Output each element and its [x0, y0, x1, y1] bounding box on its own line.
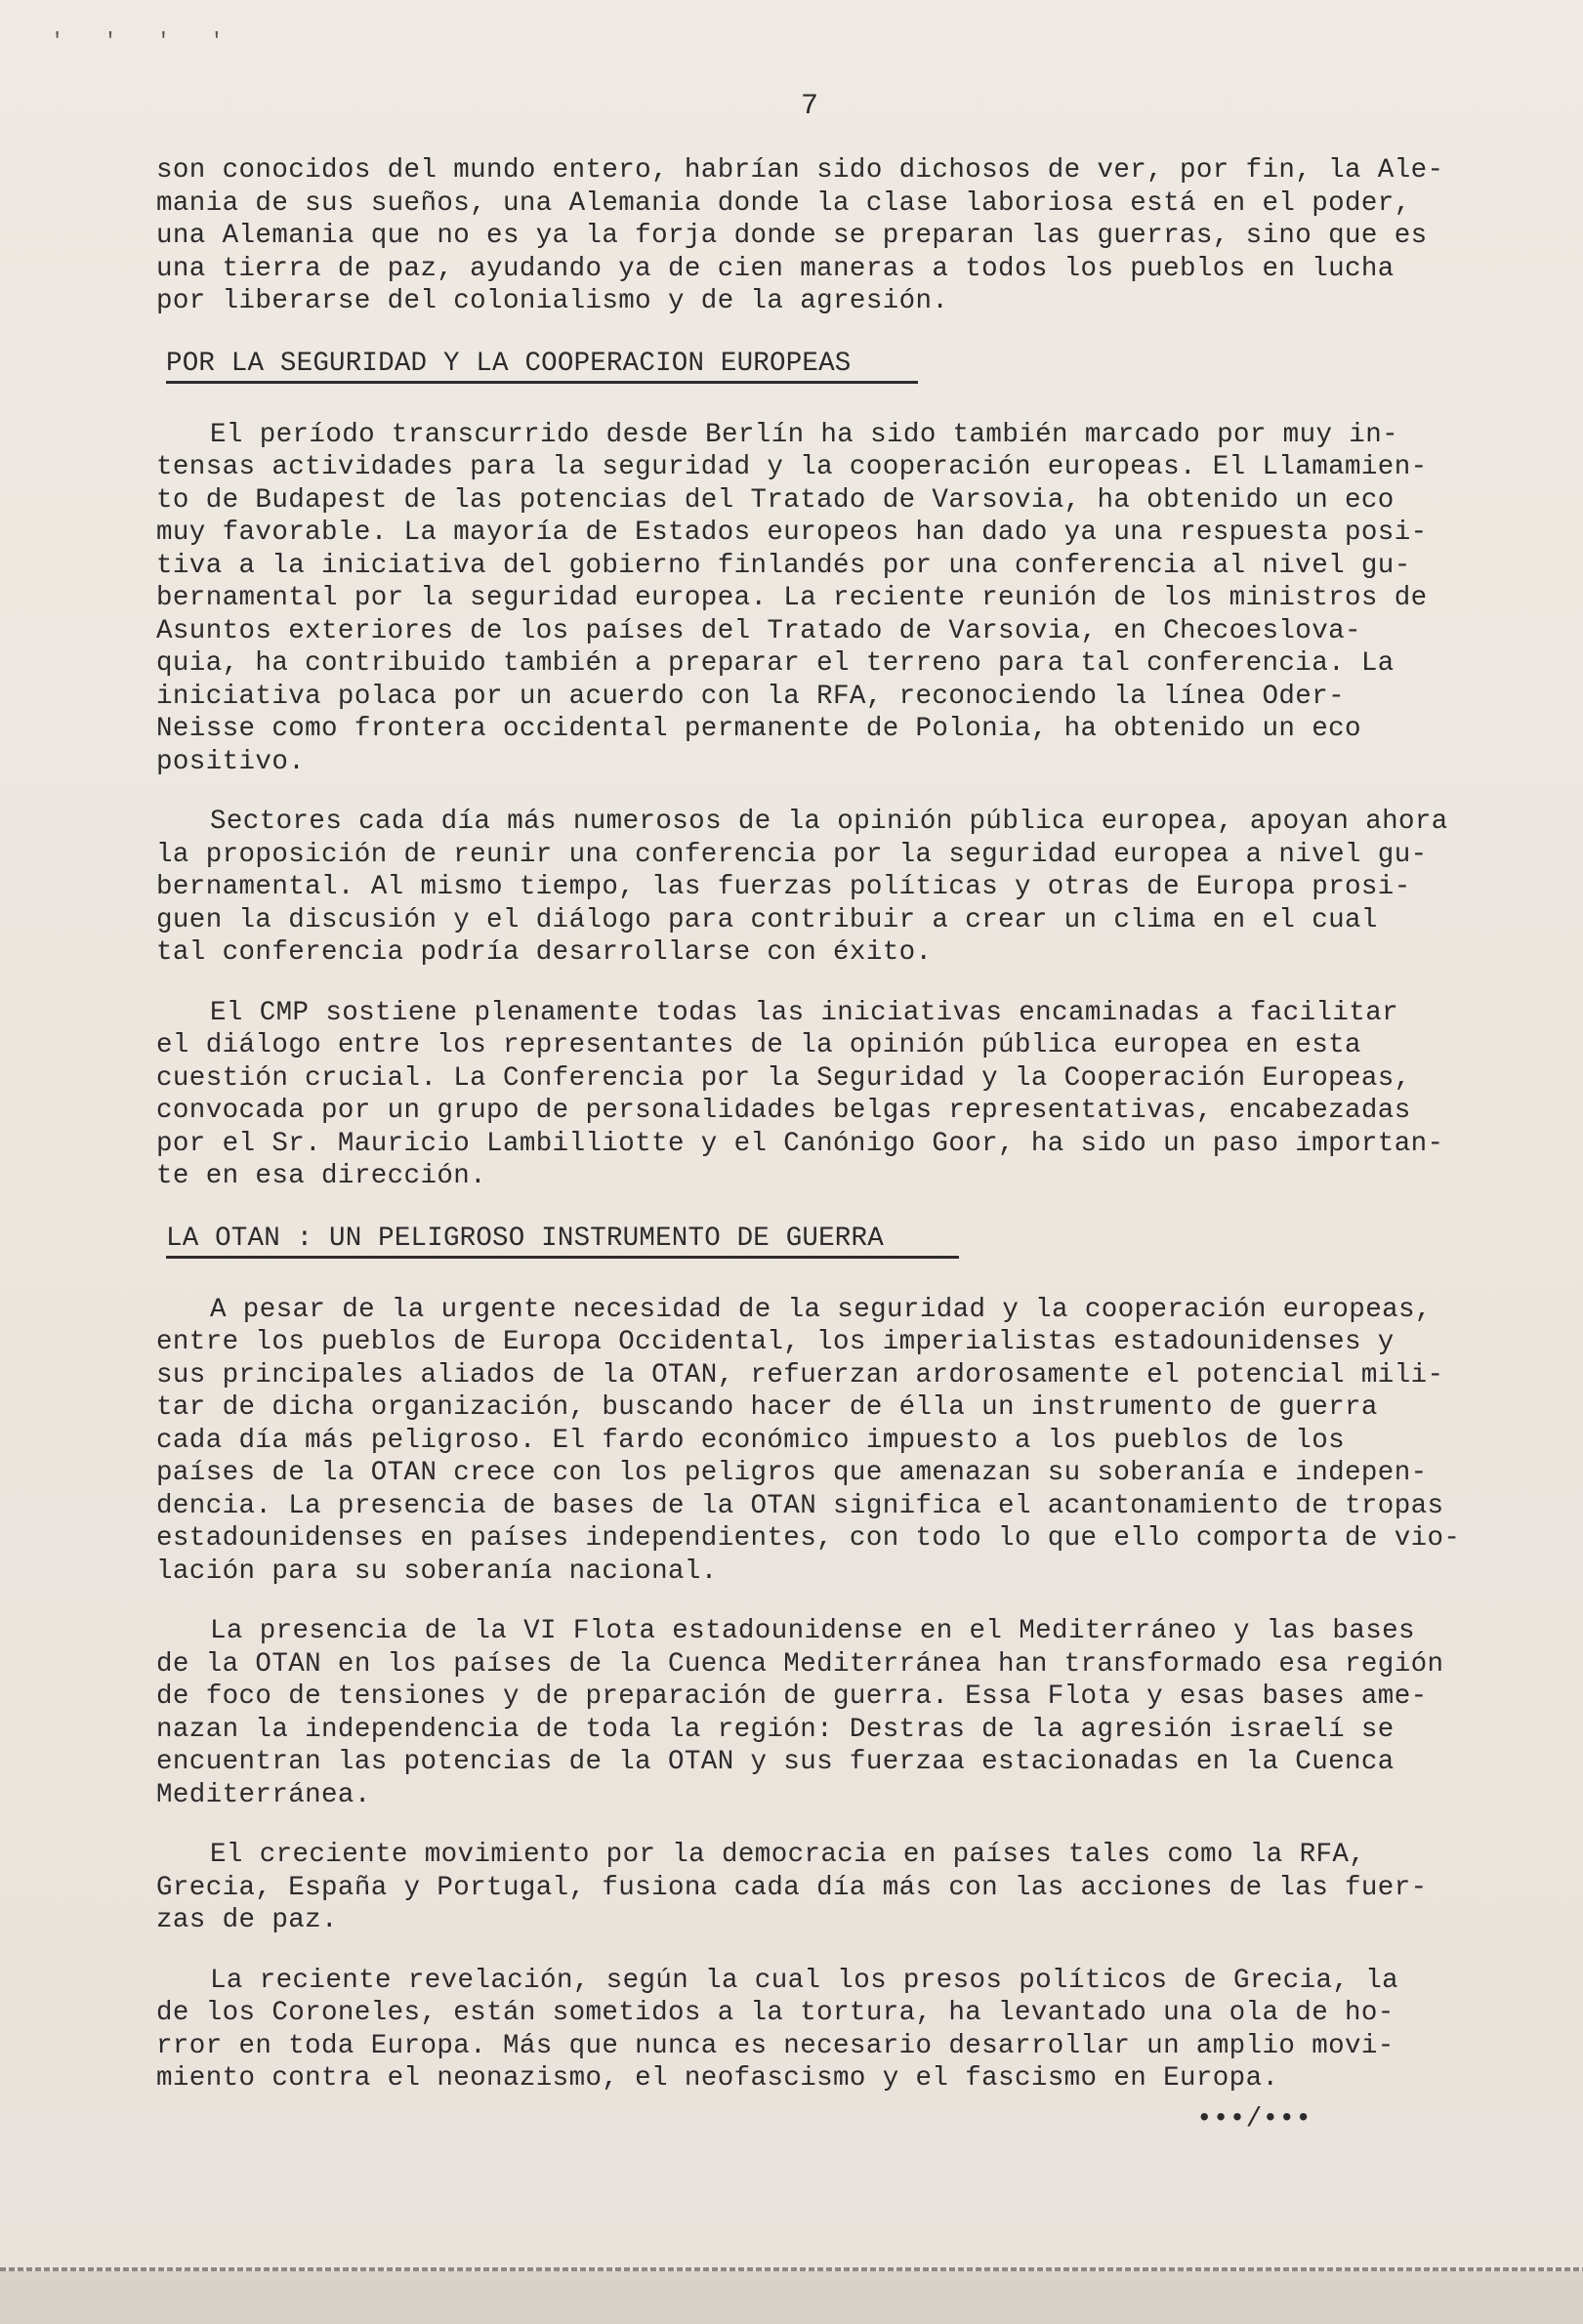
security-paragraph-3	[156, 997, 1562, 1193]
text-line: El período transcurrido desde Berlín ha sido también marcado por muy in-	[210, 419, 1398, 450]
text-line: Neisse como frontera occidental permanente de Polonia, ha obtenido un eco	[156, 714, 1361, 744]
text-line: países de la OTAN crece con los peligros que amenazan su soberanía e indepen-	[156, 1458, 1428, 1488]
text-line: estadounidenses en países independientes, con todo lo que ello comporta de vio-	[156, 1523, 1461, 1554]
heading-underline	[166, 381, 918, 384]
text-line: positivo.	[156, 746, 306, 777]
text-line: el diálogo entre los representantes de la opinión pública europea en esta	[156, 1030, 1361, 1060]
text-line: son conocidos del mundo entero, habrían sido dichosos de ver, por fin, la Ale-	[156, 155, 1444, 186]
text-line: tensas actividades para la seguridad y la cooperación europeas. El Llamamien-	[156, 452, 1428, 482]
otan-paragraph-3	[156, 1839, 1562, 1937]
text-line: te en esa dirección.	[156, 1161, 487, 1191]
heading-underline	[166, 1256, 959, 1259]
text-line: to de Budapest de las potencias del Tratado de Varsovia, ha obtenido un eco	[156, 484, 1395, 516]
page-number: 7	[801, 90, 820, 123]
text-line: iniciativa polaca por un acuerdo con la RFA, reconociendo la línea Oder-	[156, 681, 1345, 712]
text-line: Grecia, España y Portugal, fusiona cada día más con las acciones de las fuer-	[156, 1872, 1428, 1903]
text-line: entre los pueblos de Europa Occidental, los imperialistas estadounidenses y	[156, 1327, 1395, 1357]
otan-paragraph-2	[156, 1615, 1562, 1811]
text-line: El CMP sostiene plenamente todas las iniciativas encaminadas a facilitar	[210, 997, 1398, 1028]
section-heading-wrap	[156, 1221, 1562, 1272]
scan-background-strip	[0, 2271, 1583, 2324]
text-line: Sectores cada día más numerosos de la opinión pública europea, apoyan ahora	[210, 807, 1448, 837]
document-body	[156, 154, 1562, 2163]
text-line: por liberarse del colonialismo y de la agresión.	[156, 286, 949, 316]
text-line: quia, ha contribuido también a preparar el terreno para tal conferencia. La	[156, 648, 1395, 679]
text-line: encuentran las potencias de la OTAN y sus fuerzaa estacionadas en la Cuenca	[156, 1747, 1395, 1777]
text-line: dencia. La presencia de bases de la OTAN significa el acantonamiento de tropas	[156, 1490, 1444, 1521]
text-line: nazan la independencia de toda la región: Destras de la agresión israelí se	[156, 1714, 1395, 1745]
text-line: de los Coroneles, están sometidos a la tortura, ha levantado una ola de ho-	[156, 1998, 1395, 2028]
text-line: tiva a la iniciativa del gobierno finlandés por una conferencia al nivel gu-	[156, 550, 1411, 581]
security-paragraph-1	[156, 419, 1562, 779]
text-line: bernamental. Al mismo tiempo, las fuerzas políticas y otras de Europa prosi-	[156, 872, 1411, 902]
section-heading-security: POR LA SEGURIDAD Y LA COOPERACION EUROPEAS	[166, 348, 852, 379]
section-heading-otan: LA OTAN : UN PELIGROSO INSTRUMENTO DE GUERRA	[166, 1223, 884, 1254]
section-heading-wrap	[156, 346, 1562, 397]
text-line: de la OTAN en los países de la Cuenca Mediterránea han transformado esa región	[156, 1648, 1444, 1680]
text-line: A pesar de la urgente necesidad de la seguridad y la cooperación europeas,	[210, 1294, 1432, 1325]
text-line: cada día más peligroso. El fardo económico impuesto a los pueblos de los	[156, 1425, 1345, 1456]
text-line: de foco de tensiones y de preparación de guerra. Essa Flota y esas bases ame-	[156, 1681, 1428, 1712]
intro-paragraph	[156, 154, 1562, 318]
text-line: una Alemania que no es ya la forja donde se preparan las guerras, sino que es	[156, 221, 1428, 251]
text-line: rror en toda Europa. Más que nunca es necesario desarrollar un amplio movi-	[156, 2030, 1395, 2061]
text-line: mania de sus sueños, una Alemania donde la clase laboriosa está en el poder,	[156, 187, 1411, 219]
text-line: bernamental por la seguridad europea. La reciente reunión de los ministros de	[156, 583, 1428, 613]
margin-specks: ' ' ' '	[51, 29, 237, 54]
security-paragraph-2	[156, 806, 1562, 970]
text-line: zas de paz.	[156, 1905, 338, 1935]
text-line: cuestión crucial. La Conferencia por la Seguridad y la Cooperación Europeas,	[156, 1062, 1411, 1094]
text-line: la proposición de reunir una conferencia por la seguridad europea a nivel gu-	[156, 839, 1428, 870]
text-line: muy favorable. La mayoría de Estados europeos han dado ya una respuesta posi-	[156, 518, 1428, 548]
text-line: miento contra el neonazismo, el neofascismo y el fascismo en Europa.	[156, 2063, 1279, 2094]
text-line: Mediterránea.	[156, 1779, 371, 1810]
text-line: El creciente movimiento por la democracia en países tales como la RFA,	[210, 1840, 1366, 1870]
text-line: convocada por un grupo de personalidades belgas representativas, encabezadas	[156, 1096, 1411, 1126]
continuation-mark: •••/•••	[1196, 2103, 1312, 2135]
text-line: sus principales aliados de la OTAN, refuerzan ardorosamente el potencial mili-	[156, 1359, 1444, 1390]
text-line: Asuntos exteriores de los países del Tratado de Varsovia, en Checoeslova-	[156, 615, 1361, 646]
text-line: La reciente revelación, según la cual los presos políticos de Grecia, la	[210, 1965, 1398, 1996]
text-line: lación para su soberanía nacional.	[156, 1556, 718, 1587]
text-line: guen la discusión y el diálogo para contribuir a crear un clima en el cual	[156, 904, 1378, 935]
text-line: una tierra de paz, ayudando ya de cien maneras a todos los pueblos en lucha	[156, 253, 1395, 284]
text-line: La presencia de la VI Flota estadounidense en el Mediterráneo y las bases	[210, 1616, 1415, 1646]
otan-paragraph-4	[156, 1965, 1562, 2096]
text-line: por el Sr. Mauricio Lambilliotte y el Canónigo Goor, ha sido un paso importan-	[156, 1128, 1444, 1159]
text-line: tar de dicha organización, buscando hacer de élla un instrumento de guerra	[156, 1392, 1378, 1423]
continuation-mark-wrap	[156, 2103, 1562, 2137]
text-line: tal conferencia podría desarrollarse con éxito.	[156, 937, 933, 968]
otan-paragraph-1	[156, 1294, 1562, 1589]
